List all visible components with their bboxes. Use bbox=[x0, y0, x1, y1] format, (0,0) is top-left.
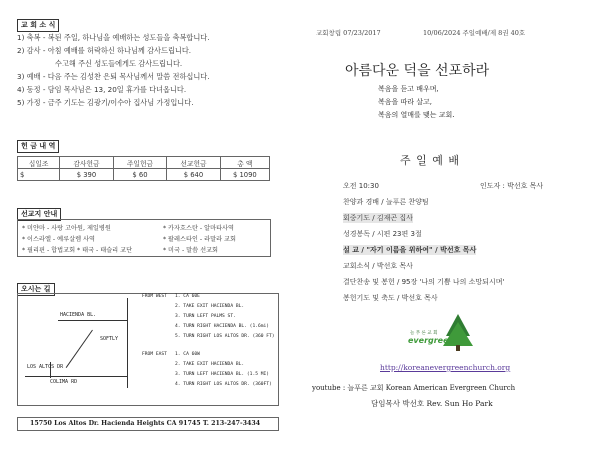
road-line bbox=[127, 298, 128, 388]
missionary-item: * 필리핀 - 합법교회 * 태국 - 태슬리 교단 bbox=[22, 247, 133, 254]
worship-order-item: 설 교 / "자기 이름을 위하여" / 박선호 목사 bbox=[343, 246, 477, 254]
church-logo bbox=[400, 312, 480, 356]
notice-line: 수고해 주신 성도들에게도 감사드립니다. bbox=[55, 59, 183, 68]
pastor-line: 담임목사 박선호 Rev. Sun Ho Park bbox=[371, 399, 493, 408]
offering-table bbox=[17, 156, 270, 181]
motto-line: 복음을 따라 살고, bbox=[378, 98, 433, 106]
missionary-item: * 카자흐스탄 - 알마타사역 bbox=[163, 225, 234, 232]
church-website-link[interactable]: http://koreanevergreenchurch.org bbox=[380, 363, 511, 372]
offering-header-cell: 총 액 bbox=[220, 157, 269, 169]
direction-step: 3. TURN LEFT HACIENDA BL. (1.5 MI) bbox=[175, 372, 270, 377]
map-label-los-altos: LOS ALTOS DR bbox=[27, 364, 64, 370]
notices-title: 교 회 소 식 bbox=[17, 19, 59, 32]
offering-value-cell: $ 1090 bbox=[220, 169, 269, 181]
direction-step: 1. CA 60E bbox=[175, 294, 200, 299]
youtube-line: youtube : 늘푸른 교회 Korean American Evergreen Church bbox=[312, 384, 516, 392]
issue-info: 10/06/2024 주일예배/제 8권 40호 bbox=[423, 29, 526, 37]
offering-value-cell: $ bbox=[18, 169, 60, 181]
offering-header-cell: 감사헌금 bbox=[60, 157, 113, 169]
map-label-colima: COLIMA RD bbox=[50, 379, 78, 385]
offering-header-cell: 주일헌금 bbox=[113, 157, 166, 169]
offering-value-cell: $ 640 bbox=[167, 169, 220, 181]
map-box bbox=[17, 293, 279, 406]
offering-title: 헌 금 내 역 bbox=[17, 140, 59, 153]
notice-line: 3) 예배 - 다음 주는 김성찬 은퇴 목사님께서 말씀 전하십니다. bbox=[17, 72, 210, 81]
worship-leader: 인도자 : 박선호 목사 bbox=[480, 182, 544, 190]
map-label-softly: SOFTLY bbox=[100, 336, 119, 342]
direction-header: FROM WEST bbox=[142, 294, 167, 299]
missionaries-title: 선교지 안내 bbox=[17, 208, 61, 221]
worship-order-item: 찬양과 경배 / 늘푸른 찬양팀 bbox=[343, 198, 429, 206]
offering-header-cell: 선교헌금 bbox=[167, 157, 220, 169]
missionary-item: * 팔레스타인 - 라말라 교회 bbox=[163, 236, 236, 243]
road-line bbox=[58, 320, 128, 321]
map-label-hacienda: HACIENDA BL. bbox=[60, 312, 97, 318]
motto-title: 아름다운 덕을 선포하라 bbox=[345, 63, 490, 79]
church-address: 15750 Los Altos Dr. Hacienda Heights CA 91745 T. 213-247-3434 bbox=[30, 420, 261, 427]
offering-value-row bbox=[18, 169, 270, 181]
logo-korean: 늘 푸 른 교 회 bbox=[410, 331, 438, 336]
direction-header: FROM EAST bbox=[142, 352, 167, 357]
direction-step: 4. TURN RIGHT HACIENDA BL. (1.6mi) bbox=[175, 324, 270, 329]
offering-value-cell: $ 60 bbox=[113, 169, 166, 181]
direction-step: 2. TAKE EXIT HACIENDA BL. bbox=[175, 362, 245, 367]
notice-line: 2) 감사 - 아침 예배를 허락하신 하나님께 감사드립니다. bbox=[17, 46, 192, 55]
worship-order-item: 봉헌기도 및 축도 / 박선호 목사 bbox=[343, 294, 438, 302]
offering-value-cell: $ 390 bbox=[60, 169, 113, 181]
direction-step: 5. TURN RIGHT LOS ALTOS DR. (360 FT) bbox=[175, 334, 275, 339]
offering-header-cell: 십일조 bbox=[18, 157, 60, 169]
notice-line: 1) 축복 - 복된 주일, 하나님을 예배하는 성도들을 축복합니다. bbox=[17, 33, 210, 42]
offering-header-row bbox=[18, 157, 270, 169]
directions-title: 오시는 길 bbox=[17, 283, 55, 296]
missionary-item: * 이스라엘 - 예루살렘 사역 bbox=[22, 236, 95, 243]
notice-line: 4) 동정 - 담임 목사님은 13, 20일 휴가를 다녀옵니다. bbox=[17, 85, 187, 94]
motto-line: 복음을 듣고 배우며, bbox=[378, 85, 439, 93]
direction-step: 1. CA 60W bbox=[175, 352, 200, 357]
worship-order-item: 교회소식 / 박선호 목사 bbox=[343, 262, 413, 270]
road-line bbox=[25, 376, 128, 377]
founded-date: 교회창립 07/23/2017 bbox=[316, 29, 381, 37]
worship-title: 주 일 예 배 bbox=[400, 154, 460, 167]
missionary-item: * 미얀마 - 사랑 고아원, 제일병원 bbox=[22, 225, 111, 232]
worship-order-item: 결단찬송 및 봉헌 / 95장 '나의 기쁨 나의 소망되시며' bbox=[343, 278, 505, 286]
notice-line: 5) 가정 - 금주 기도는 김광기/이수아 집사님 가정입니다. bbox=[17, 98, 194, 107]
missionary-item: * 미국 - 말씀 선교회 bbox=[163, 247, 219, 254]
logo-english: evergreen bbox=[408, 336, 455, 345]
worship-order-item: 성경봉독 / 시편 23편 3절 bbox=[343, 230, 422, 238]
direction-step: 4. TURN RIGHT LOS ALTOS DR. (360FT) bbox=[175, 382, 272, 387]
worship-time: 오전 10:30 bbox=[343, 182, 379, 190]
missionaries-box bbox=[17, 219, 271, 257]
direction-step: 3. TURN LEFT PALMS ST. bbox=[175, 314, 236, 319]
worship-order-item: 회중기도 / 김재곤 집사 bbox=[343, 214, 413, 222]
motto-line: 복음의 열매를 맺는 교회. bbox=[378, 111, 455, 119]
direction-step: 2. TAKE EXIT HACIENDA BL. bbox=[175, 304, 245, 309]
